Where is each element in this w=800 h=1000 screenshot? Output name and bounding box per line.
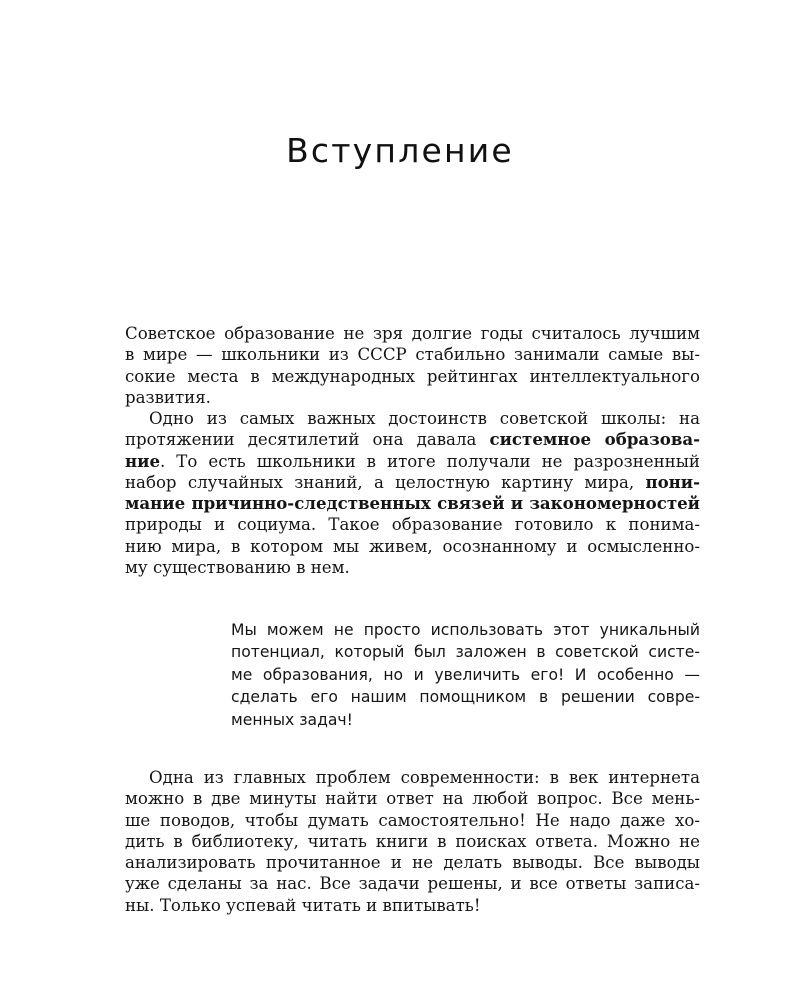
text-line: уже сделаны за нас. Все задачи решены, и все ответы записа- (125, 874, 700, 894)
paragraph-modern-problem (125, 767, 700, 916)
text-line: Одно из самых важных достоинств советской школы: на (149, 409, 700, 428)
text-line (125, 451, 700, 472)
text-line (125, 429, 700, 450)
text-line (125, 493, 700, 514)
text-line: ны. Только успевай читать и впитывать! (125, 895, 481, 915)
quote-line: менных задач! (231, 710, 353, 729)
quote-line: потенциал, который был заложен в советской систе- (231, 643, 700, 662)
text-line: ше поводов, чтобы думать самостоятельно! Не надо даже хо- (125, 810, 700, 830)
text-run: набор случайных знаний, а целостную картину мира, (125, 472, 646, 492)
text-line: нию мира, в котором мы живем, осознанному и осмысленно- (125, 536, 700, 556)
text-line: му существованию в нем. (125, 558, 350, 578)
text-line: дить в библиотеку, читать книги в поисках ответа. Можно не (125, 831, 700, 851)
quote-line: Мы можем не просто использовать этот уникальный (231, 621, 700, 639)
text-line: сокие места в международных рейтингах интеллектуального (125, 366, 700, 386)
text-run: . То есть школьники в итоге получали не разрозненный (160, 451, 700, 471)
quote-line: ме образования, но и увеличить его! И особенно — (231, 665, 700, 684)
bold-phrase: пони- (645, 471, 700, 492)
paragraph-intro (125, 323, 700, 408)
text-line: развития. (125, 387, 211, 407)
pull-quote (231, 619, 700, 731)
text-line: Одна из главных проблем современности: в век интернета (149, 768, 700, 787)
quote-line: сделать его нашим помощником в решении совре- (231, 688, 700, 707)
text-run: протяжении десятилетий она давала (125, 430, 490, 450)
text-line: в мире — школьники из СССР стабильно занимали самые вы- (125, 345, 700, 365)
chapter-title: Вступление (286, 131, 514, 170)
bold-phrase: мание причинно-следственных связей и закономерностей (125, 493, 700, 514)
text-line: Советское образование не зря долгие годы считалось лучшим (125, 324, 700, 343)
paragraph-soviet-school (125, 408, 700, 578)
text-line (125, 472, 700, 493)
text-line: природы и социума. Такое образование готовило к понима- (125, 515, 700, 535)
bold-phrase: системное образова- (489, 429, 700, 450)
text-line: можно в две минуты найти ответ на любой вопрос. Все мень- (125, 789, 700, 809)
bold-phrase: ние (125, 450, 161, 471)
text-line: анализировать прочитанное и не делать выводы. Все выводы (125, 853, 700, 873)
